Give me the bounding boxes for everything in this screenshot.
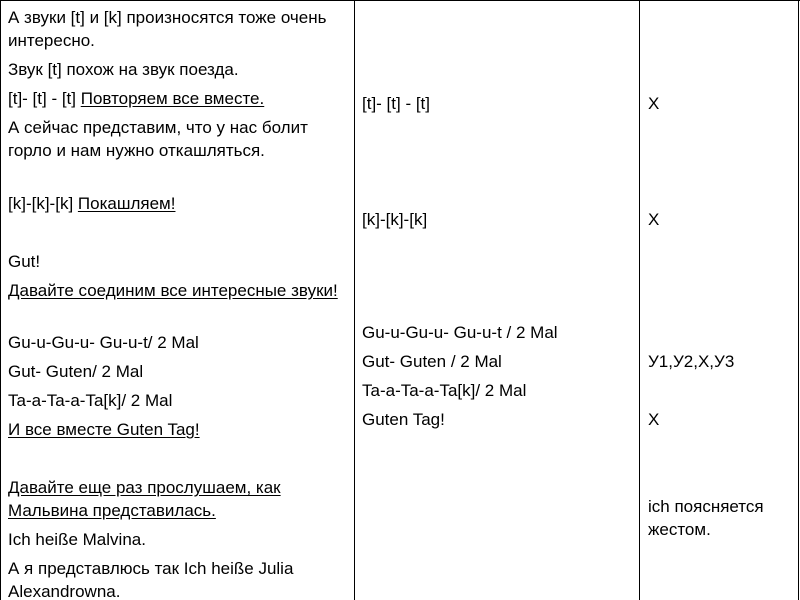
malvina-paragraph: Ich heiße Malvina. [8,530,146,549]
work-form-column [648,0,794,600]
julia-paragraph: А я представлюсь так Ich heiße Julia Alexandrowna. [8,559,294,600]
column-divider-1 [354,0,355,600]
teacher-speech-column [8,0,351,600]
k-sound-text: [k]-[k]-[k] [8,194,78,213]
student-ta: Ta-a-Ta-a-Ta[k]/ 2 Mal [362,381,527,400]
student-gut-guten: Gut- Guten / 2 Mal [362,352,502,371]
form-2: Х [648,210,660,229]
form-1: Х [648,94,660,113]
repeat-t-paragraph [8,87,351,110]
column-divider-2 [639,0,640,600]
gut-paragraph: Gut! [8,252,41,271]
table-border-right [798,0,799,600]
form-4: Х [648,410,660,429]
train-sound-paragraph: Звук [t] похож на звук поезда. [8,60,239,79]
gu-paragraph: Gu-u-Gu-u- Gu-u-t/ 2 Mal [8,333,199,352]
combine-sounds-paragraph[interactable]: Давайте соединим все интересные звуки! [8,281,338,300]
gut-guten-paragraph: Gut- Guten/ 2 Mal [8,362,144,381]
student-speech-column [362,0,634,600]
student-guten-tag: Guten Tag! [362,410,445,429]
guten-tag-paragraph[interactable]: И все вместе Guten Tag! [8,420,200,439]
student-t-sound: [t]- [t] - [t] [362,94,430,113]
form-5: ich поясняется жестом. [648,497,764,539]
repeat-all-link[interactable]: Повторяем все вместе. [80,89,265,108]
student-gu: Gu-u-Gu-u- Gu-u-t / 2 Mal [362,323,558,342]
listen-again-paragraph[interactable]: Давайте еще раз прослушаем, как Мальвина представилась. [8,478,281,520]
t-sound-text: [t]- [t] - [t] [8,89,81,108]
form-3: У1,У2,Х,У3 [648,352,735,371]
student-k-sound: [k]-[k]-[k] [362,210,428,229]
ta-paragraph: Ta-a-Ta-a-Ta[k]/ 2 Mal [8,391,173,410]
cough-paragraph [8,192,351,215]
sore-throat-paragraph: А сейчас представим, что у нас болит горло и нам нужно откашляться. [8,118,308,160]
table-border-left [0,0,1,600]
cough-link[interactable]: Покашляем! [77,194,176,213]
intro-paragraph: А звуки [t] и [k] произносятся тоже очень интересно. [8,8,327,50]
